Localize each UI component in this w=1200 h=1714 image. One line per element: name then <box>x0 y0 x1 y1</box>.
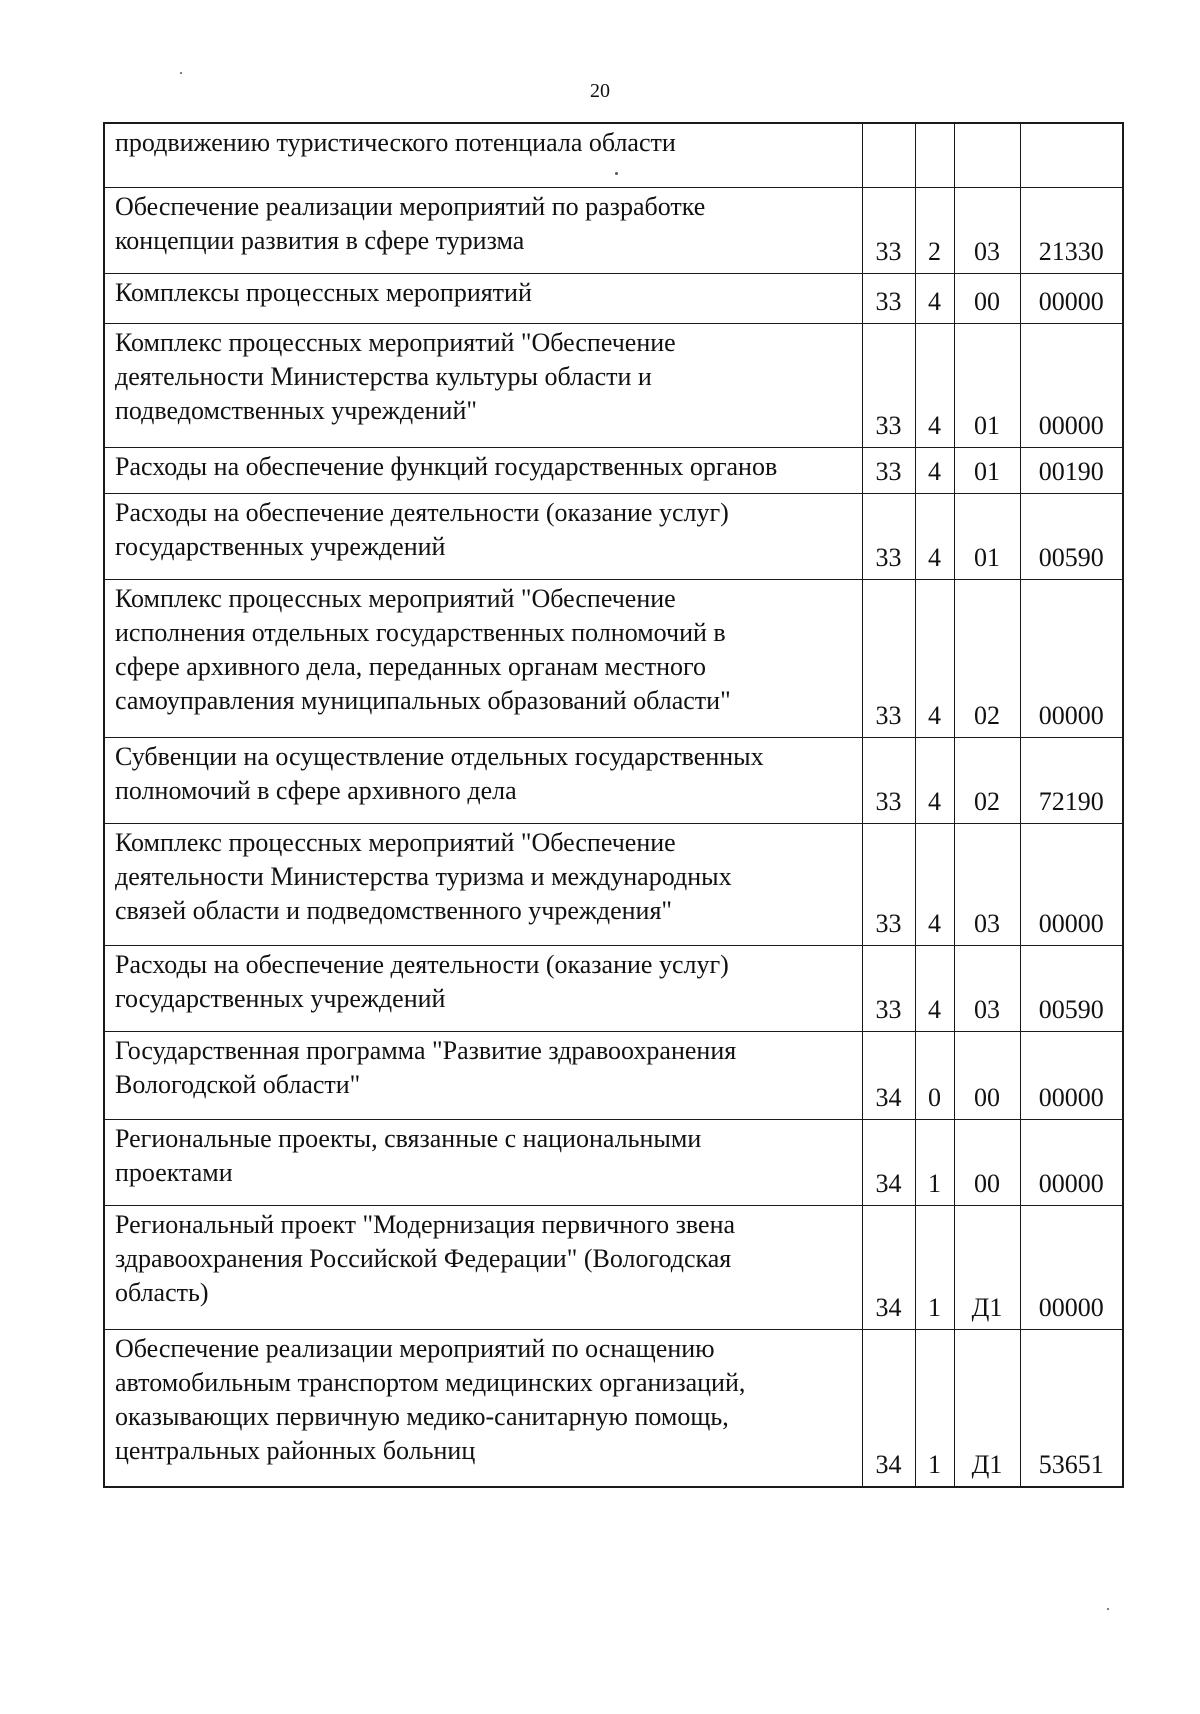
row-description: Расходы на обеспечение деятельности (оказание услуг) государственных учреждений <box>104 945 862 1031</box>
code-program: 33 <box>862 273 915 323</box>
code-subprogram: 2 <box>915 187 954 273</box>
code-direction <box>1020 123 1123 187</box>
table-row <box>104 737 1123 823</box>
scan-speck <box>615 172 618 175</box>
code-direction: 00000 <box>1020 273 1123 323</box>
row-description: Комплекс процессных мероприятий "Обеспечение исполнения отдельных государственных полномочий в сфере архивного дела, переданных органам местного самоуправления муниципальных образований области" <box>104 579 862 737</box>
code-subprogram: 4 <box>915 447 954 493</box>
code-direction: 00000 <box>1020 1205 1123 1329</box>
table-row <box>104 823 1123 945</box>
code-direction: 72190 <box>1020 737 1123 823</box>
code-event: 02 <box>954 579 1020 737</box>
code-program: 33 <box>862 187 915 273</box>
page-number: 20 <box>590 80 610 102</box>
code-program: 33 <box>862 493 915 579</box>
code-direction: 53651 <box>1020 1329 1123 1487</box>
code-program: 33 <box>862 945 915 1031</box>
code-subprogram: 4 <box>915 945 954 1031</box>
code-event: 00 <box>954 273 1020 323</box>
table-row <box>104 945 1123 1031</box>
table-row <box>104 1119 1123 1205</box>
code-event: 03 <box>954 945 1020 1031</box>
code-subprogram: 4 <box>915 579 954 737</box>
table-row <box>104 493 1123 579</box>
code-subprogram: 1 <box>915 1119 954 1205</box>
row-description: Региональный проект "Модернизация первичного звена здравоохранения Российской Федерации" (Вологодская область) <box>104 1205 862 1329</box>
table-row <box>104 187 1123 273</box>
table-row <box>104 323 1123 447</box>
row-description: Государственная программа "Развитие здравоохранения Вологодской области" <box>104 1031 862 1119</box>
table-row <box>104 1031 1123 1119</box>
code-event: 03 <box>954 823 1020 945</box>
row-description: Региональные проекты, связанные с национальными проектами <box>104 1119 862 1205</box>
row-description: Субвенции на осуществление отдельных государственных полномочий в сфере архивного дела <box>104 737 862 823</box>
table-row <box>104 1329 1123 1487</box>
code-direction: 00190 <box>1020 447 1123 493</box>
code-program <box>862 123 915 187</box>
code-direction: 00590 <box>1020 945 1123 1031</box>
code-event: Д1 <box>954 1329 1020 1487</box>
code-program: 33 <box>862 323 915 447</box>
row-description: Обеспечение реализации мероприятий по разработке концепции развития в сфере туризма <box>104 187 862 273</box>
code-event: 02 <box>954 737 1020 823</box>
code-subprogram: 4 <box>915 737 954 823</box>
code-direction: 00000 <box>1020 579 1123 737</box>
row-description: Комплекс процессных мероприятий "Обеспечение деятельности Министерства туризма и международных связей области и подведомственного учреждения" <box>104 823 862 945</box>
row-description: Комплекс процессных мероприятий "Обеспечение деятельности Министерства культуры области и подведомственных учреждений" <box>104 323 862 447</box>
row-description: Обеспечение реализации мероприятий по оснащению автомобильным транспортом медицинских организаций, оказывающих первичную медико-санитарную помощь, центральных районных больниц <box>104 1329 862 1487</box>
code-direction: 00000 <box>1020 1031 1123 1119</box>
row-description: Комплексы процессных мероприятий <box>104 273 862 323</box>
budget-classification-table <box>103 122 1124 1488</box>
code-subprogram: 4 <box>915 493 954 579</box>
row-description: продвижению туристического потенциала области <box>104 123 862 187</box>
table-row <box>104 447 1123 493</box>
code-direction: 00000 <box>1020 323 1123 447</box>
scan-speck <box>180 72 182 74</box>
code-program: 33 <box>862 823 915 945</box>
table-row <box>104 579 1123 737</box>
code-program: 33 <box>862 579 915 737</box>
code-program: 34 <box>862 1031 915 1119</box>
code-direction: 21330 <box>1020 187 1123 273</box>
scan-speck <box>1107 1608 1109 1610</box>
table-row <box>104 273 1123 323</box>
code-subprogram: 1 <box>915 1329 954 1487</box>
code-subprogram: 1 <box>915 1205 954 1329</box>
row-description: Расходы на обеспечение функций государственных органов <box>104 447 862 493</box>
code-event: Д1 <box>954 1205 1020 1329</box>
code-direction: 00590 <box>1020 493 1123 579</box>
code-event: 01 <box>954 447 1020 493</box>
row-description: Расходы на обеспечение деятельности (оказание услуг) государственных учреждений <box>104 493 862 579</box>
table-row <box>104 123 1123 187</box>
code-event: 00 <box>954 1119 1020 1205</box>
code-subprogram: 0 <box>915 1031 954 1119</box>
code-program: 33 <box>862 737 915 823</box>
code-event <box>954 123 1020 187</box>
code-program: 34 <box>862 1205 915 1329</box>
code-event: 00 <box>954 1031 1020 1119</box>
code-event: 01 <box>954 493 1020 579</box>
code-program: 33 <box>862 447 915 493</box>
code-subprogram: 4 <box>915 823 954 945</box>
code-program: 34 <box>862 1119 915 1205</box>
code-subprogram: 4 <box>915 273 954 323</box>
code-program: 34 <box>862 1329 915 1487</box>
code-direction: 00000 <box>1020 823 1123 945</box>
code-direction: 00000 <box>1020 1119 1123 1205</box>
code-subprogram <box>915 123 954 187</box>
code-subprogram: 4 <box>915 323 954 447</box>
code-event: 03 <box>954 187 1020 273</box>
table-row <box>104 1205 1123 1329</box>
code-event: 01 <box>954 323 1020 447</box>
